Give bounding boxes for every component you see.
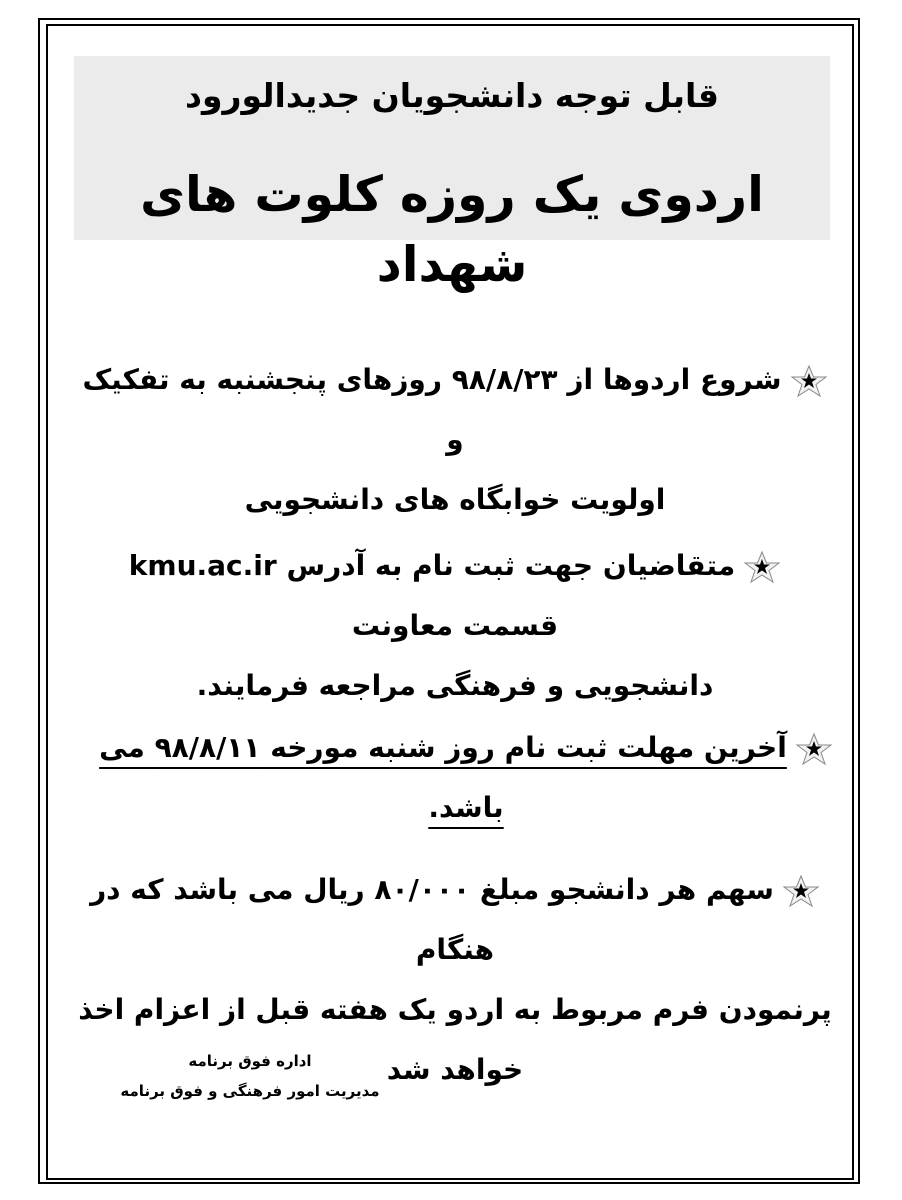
item-text-continued: اولویت خوابگاه های دانشجویی (244, 483, 666, 516)
item-text-continued: دانشجویی و فرهنگی مراجعه فرمایند. (196, 669, 714, 702)
star-icon (795, 732, 833, 766)
signature-department: مدیریت امور فرهنگی و فوق برنامه (120, 1082, 380, 1100)
item-text-continued: پرنمودن فرم مربوط به اردو یک هفته قبل از اعزام اخذ خواهد شد (78, 993, 832, 1086)
item-registration (78, 536, 832, 716)
deadline-text: آخرین مهلت ثبت نام روز شنبه مورخه ۹۸/۸/۱۱ می باشد. (99, 731, 787, 824)
signature-office: اداره فوق برنامه (188, 1052, 312, 1070)
star-icon (790, 364, 828, 398)
item-line (78, 350, 832, 470)
item-text: سهم هر دانشجو مبلغ ۸۰/۰۰۰ ریال می باشد که در هنگام (90, 873, 774, 966)
star-icon (782, 874, 820, 908)
item-text: متقاضیان جهت ثبت نام به آدرس kmu.ac.ir قسمت معاونت (128, 549, 736, 642)
item-text: شروع اردوها از ۹۸/۸/۲۳ روزهای پنجشنبه به تفکیک و (82, 363, 782, 456)
notice-title: اردوی یک روزه کلوت های شهداد (140, 166, 764, 293)
star-icon (743, 550, 781, 584)
item-line (78, 536, 832, 656)
item-start-date (78, 350, 832, 530)
notice-subtitle: قابل توجه دانشجویان جدیدالورود (185, 76, 719, 115)
signature-block (120, 1046, 380, 1106)
item-line (78, 860, 832, 980)
item-deadline (96, 718, 836, 838)
